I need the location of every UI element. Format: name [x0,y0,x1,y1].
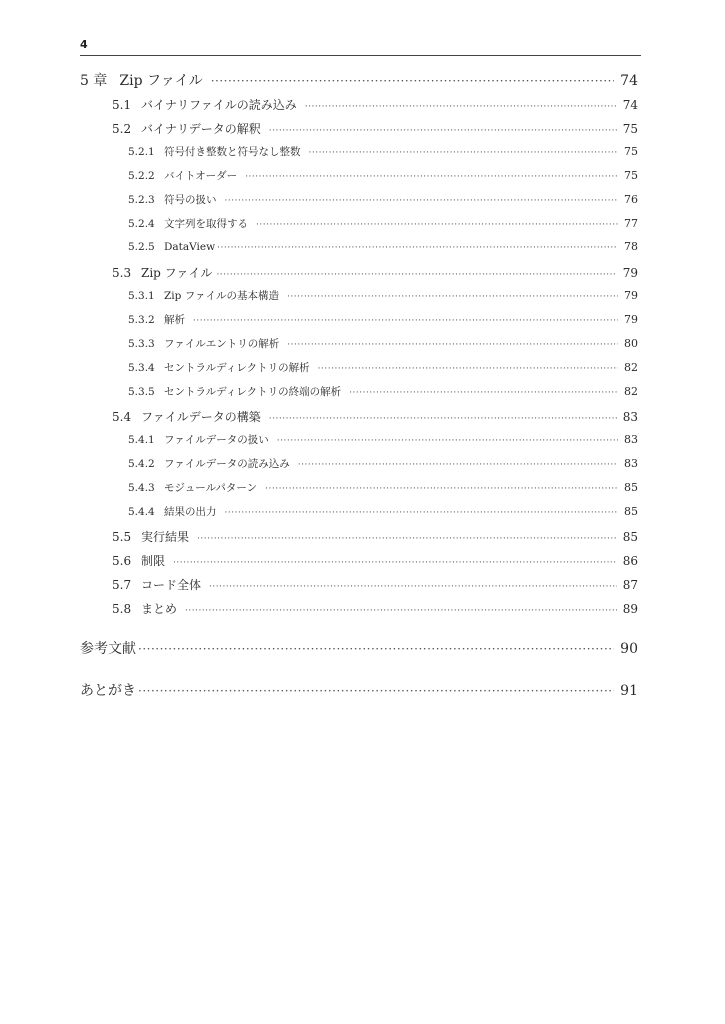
toc-leader [298,460,618,470]
toc-afterword-title: あとがき [80,683,136,699]
toc-page: 83 [624,433,638,446]
toc-section-title: バイナリファイルの読み込み [141,98,297,112]
toc-leader [277,436,618,446]
toc-subsection-number: 5.3.4 [128,362,155,374]
toc-section[interactable] [112,600,638,617]
toc-section-number: 5.4 [112,410,132,424]
toc-section-title: バイナリデータの解釈 [141,122,261,136]
toc-subsection[interactable] [128,504,638,519]
toc-references[interactable] [80,638,638,658]
toc-subsection-number: 5.4.3 [128,482,155,494]
toc-leader [138,642,614,656]
toc-leader [225,196,619,206]
toc-leader [173,558,617,568]
toc-subsection-title: 結果の出力 [164,506,217,518]
toc-leader [217,243,618,253]
toc-page: 80 [624,337,638,350]
page-number: 4 [80,38,88,51]
toc-subsection-title: 符号付き整数と符号なし整数 [164,146,301,158]
toc-subsection-title: 符号の扱い [164,194,217,206]
toc-subsection[interactable] [128,360,638,375]
toc-page: 91 [620,683,638,699]
toc-section-title: まとめ [141,602,178,616]
toc-section[interactable] [112,96,638,113]
toc-section-number: 5.1 [112,98,132,112]
toc-subsection[interactable] [128,480,638,495]
toc-subsection-title: ファイルデータの読み込み [164,458,290,470]
toc-subsection[interactable] [128,312,638,327]
toc-leader [269,414,617,424]
toc-section-number: 5.3 [112,266,132,280]
toc-section[interactable] [112,576,638,593]
toc-page: 74 [622,98,638,112]
toc-leader [209,582,617,592]
toc-page: 85 [624,481,638,494]
toc-section-title: ファイルデータの構築 [141,410,261,424]
toc-subsection-number: 5.4.4 [128,506,155,518]
toc-page: 77 [624,217,638,230]
toc-subsection-number: 5.2.1 [128,146,155,158]
toc-leader [287,340,618,350]
toc-subsection[interactable] [128,384,638,399]
toc-subsection-number: 5.4.1 [128,434,155,446]
toc-page: 82 [624,385,638,398]
toc-section-number: 5.5 [112,530,132,544]
toc-subsection-number: 5.2.2 [128,170,155,182]
toc-leader [318,364,618,374]
toc-page: 85 [622,530,638,544]
toc-page: 89 [622,602,638,616]
toc-page: 83 [624,457,638,470]
header-rule [80,55,641,56]
toc-subsection-number: 5.3.2 [128,314,155,326]
toc-leader [193,316,618,326]
toc-subsection[interactable] [128,336,638,351]
toc-subsection-number: 5.4.2 [128,458,155,470]
toc-page: 90 [620,641,638,657]
toc-subsection-title: 解析 [164,314,185,326]
toc-chapter-title: Zip ファイル [119,73,203,89]
toc-subsection[interactable] [128,168,638,183]
toc-leader [349,388,618,398]
toc-page: 75 [622,122,638,136]
toc-subsection-title: モジュールパターン [164,482,258,494]
toc-leader [245,172,618,182]
toc-subsection-number: 5.3.5 [128,386,155,398]
toc-page: 79 [624,289,638,302]
toc-page: 79 [624,313,638,326]
toc-section-number: 5.2 [112,122,132,136]
toc-subsection-number: 5.2.4 [128,218,155,230]
toc-section[interactable] [112,408,638,425]
toc-subsection[interactable] [128,144,638,159]
toc-page: 78 [624,240,638,253]
toc-leader [309,148,619,158]
toc-subsection-title: Zip ファイルの基本構造 [164,290,280,302]
toc-section[interactable] [112,528,638,545]
toc-subsection-title: セントラルディレクトリの終端の解析 [164,386,342,398]
toc-section-title: コード全体 [141,578,202,592]
toc-page: 75 [624,169,638,182]
toc-subsection-number: 5.3.1 [128,290,155,302]
toc-chapter-5[interactable] [80,70,638,90]
toc-page: 76 [624,193,638,206]
toc-section-number: 5.7 [112,578,132,592]
toc-subsection-number: 5.3.3 [128,338,155,350]
toc-subsection-number: 5.2.5 [128,241,155,253]
toc-subsection[interactable] [128,216,638,231]
toc-page: 82 [624,361,638,374]
toc-section-title: Zip ファイル [141,266,213,280]
toc-page: 74 [620,73,638,89]
toc-page: 86 [622,554,638,568]
toc-leader [305,102,617,112]
toc-page: 85 [624,505,638,518]
toc-section[interactable] [112,120,638,137]
toc-subsection-title: DataView [164,241,216,253]
toc-leader [185,606,617,616]
toc-chapter-number: 5 章 [80,73,108,89]
toc-page: 87 [622,578,638,592]
toc-page: 79 [622,266,638,280]
toc-subsection-number: 5.2.3 [128,194,155,206]
toc-leader [287,292,618,302]
toc-leader [197,534,617,544]
toc-leader [269,126,617,136]
toc-section[interactable] [112,264,638,281]
toc-subsection[interactable] [128,240,638,253]
toc-subsection-title: バイトオーダー [164,170,238,182]
toc-leader [256,220,618,230]
toc-page: 75 [624,145,638,158]
toc-leader [216,270,616,280]
toc-subsection-title: ファイルエントリの解析 [164,338,280,350]
toc-leader [265,484,618,494]
toc-leader [225,508,619,518]
toc-subsection[interactable] [128,456,638,471]
toc-page: 83 [622,410,638,424]
toc-section-title: 制限 [141,554,166,568]
toc-section-number: 5.6 [112,554,132,568]
toc-leader [138,684,614,698]
toc-subsection-title: 文字列を取得する [164,218,248,230]
toc-section[interactable] [112,552,638,569]
toc-subsection[interactable] [128,192,638,207]
toc-subsection[interactable] [128,288,638,303]
toc-leader [211,74,614,88]
toc-section-title: 実行結果 [141,530,190,544]
toc-subsection-title: ファイルデータの扱い [164,434,269,446]
toc-subsection[interactable] [128,432,638,447]
toc-section-number: 5.8 [112,602,132,616]
toc-references-title: 参考文献 [80,641,136,657]
toc-afterword[interactable] [80,680,638,700]
toc-subsection-title: セントラルディレクトリの解析 [164,362,310,374]
